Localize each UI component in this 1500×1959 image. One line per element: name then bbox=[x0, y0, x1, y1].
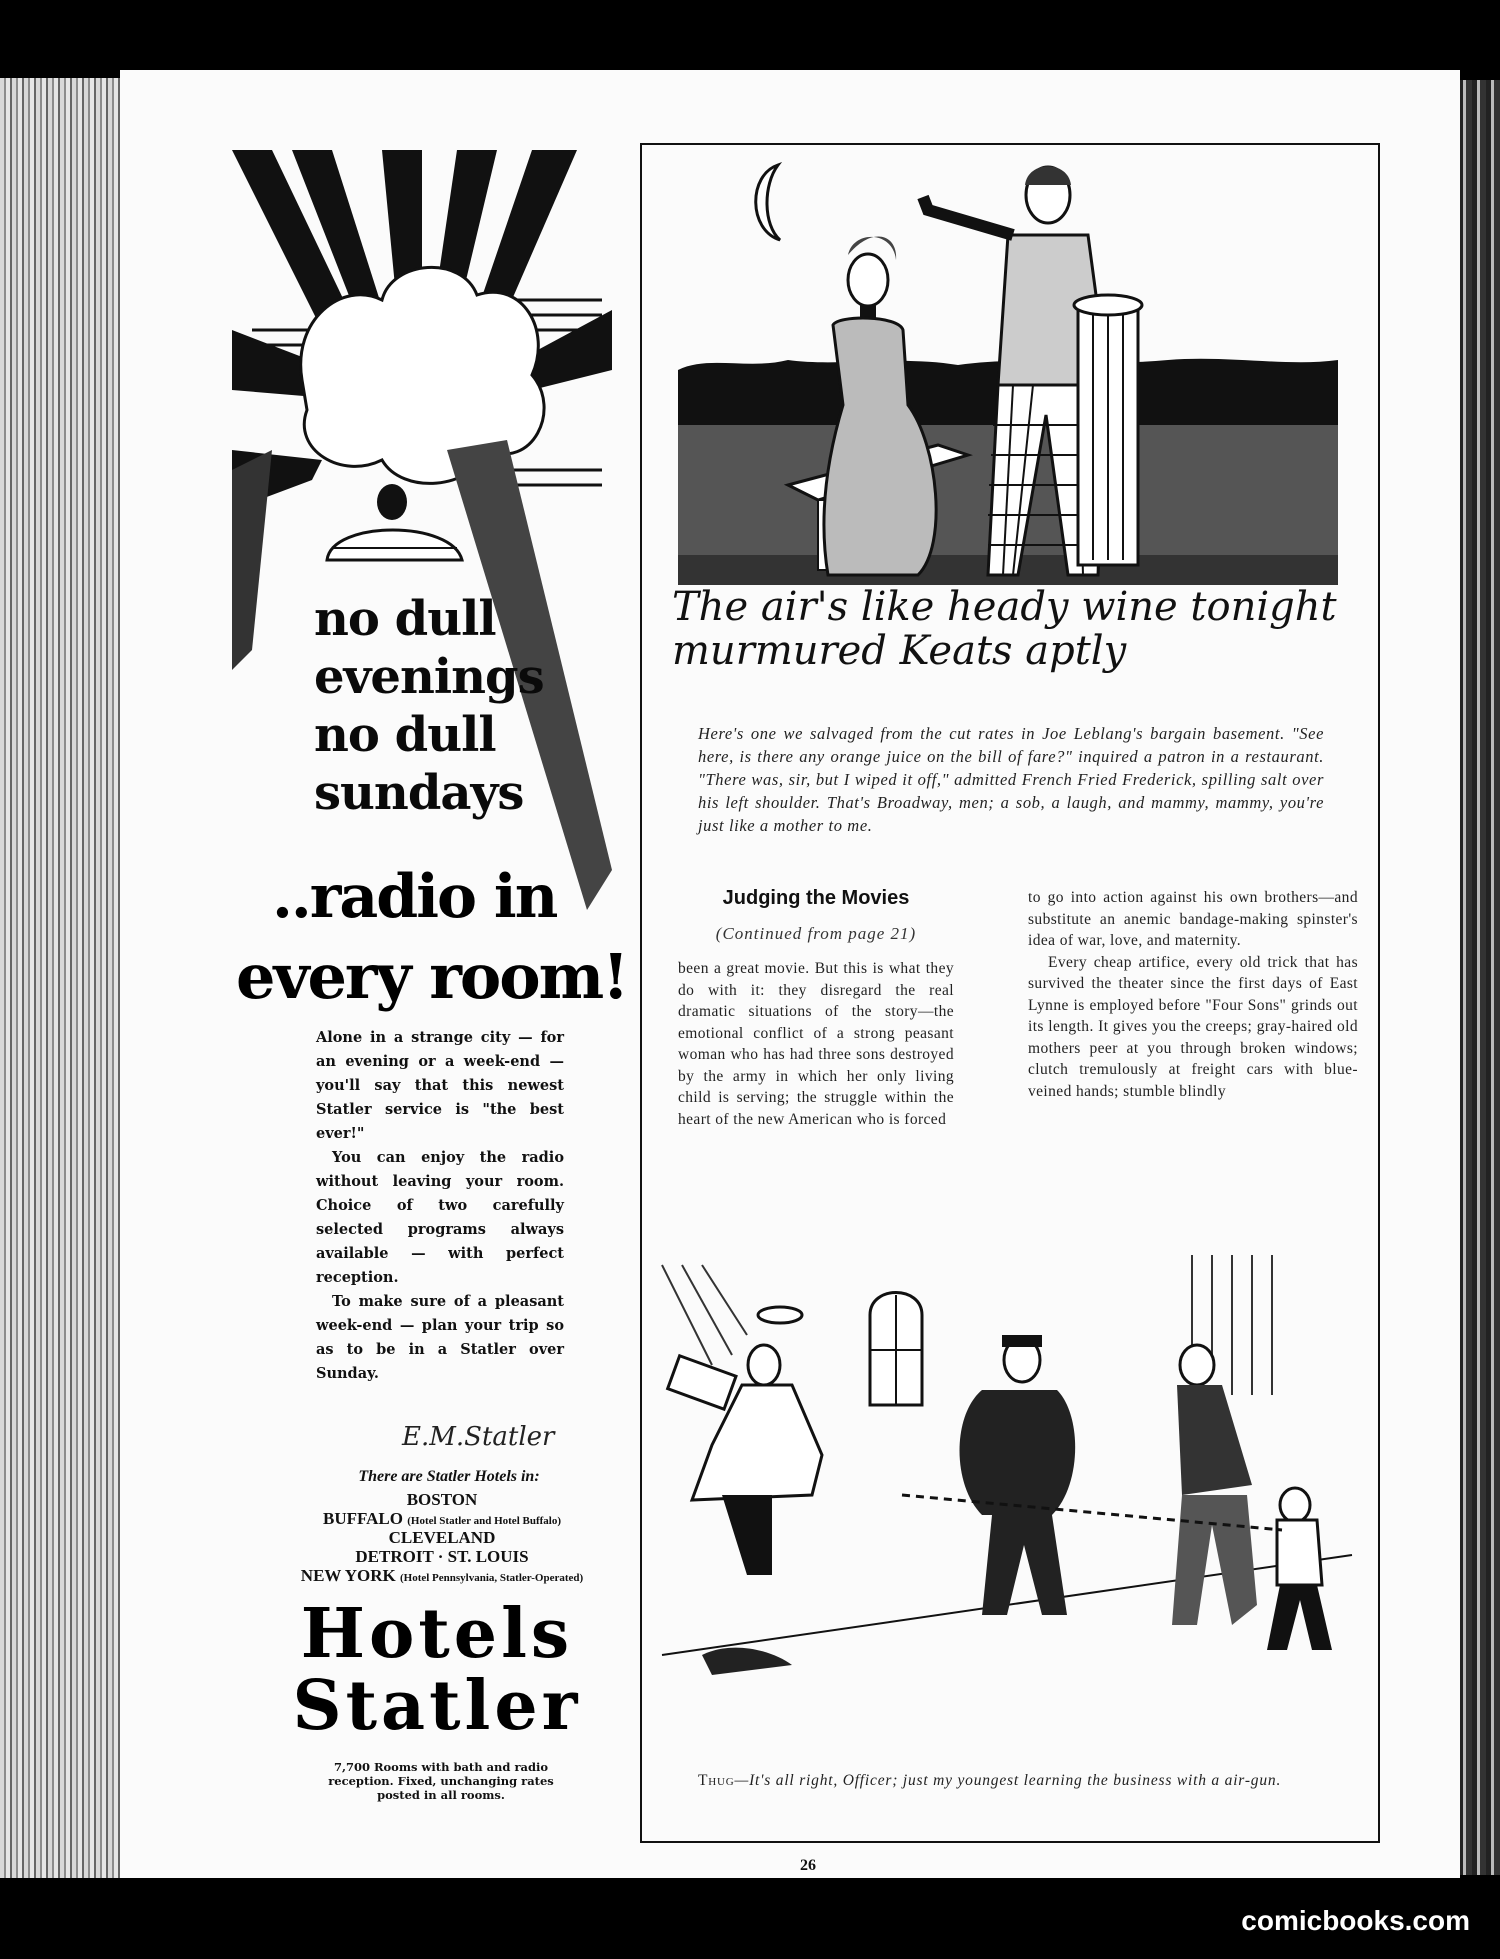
ad-headline bbox=[314, 590, 544, 822]
article-continued: (Continued from page 21) bbox=[715, 924, 917, 943]
brand-subtext: 7,700 Rooms with bath and radio reception. Fixed, unchanging rates posted in all rooms. bbox=[328, 1760, 554, 1802]
editorial-panel bbox=[640, 143, 1380, 1843]
article-column-2 bbox=[1028, 887, 1358, 1102]
cartoon-thug-illustration bbox=[652, 1255, 1368, 1835]
cities-intro: There are Statler Hotels in: bbox=[358, 1468, 540, 1485]
radio-line-1: ..radio in bbox=[272, 862, 557, 932]
caption-speaker: Thug bbox=[698, 1772, 735, 1789]
ad-paragraph: Alone in a strange city — for an evening or a week-end — you'll say that this newest Statler service is "the best ever!" bbox=[316, 1029, 564, 1142]
headline-line: no dull bbox=[314, 707, 496, 763]
brand-name bbox=[272, 1594, 602, 1746]
city-boston: BOSTON bbox=[406, 1490, 478, 1509]
article-text: Every cheap artifice, every old trick that has survived the theater since the first days of East Lynne is employed before "Four Sons" grinds out its length. It gives you the creeps; gray-haired old mothers peer at you through broken windows; clutch tremulously at freight cars with blue-veined hands; stumble blindly bbox=[1028, 953, 1358, 1100]
cartoon-caption bbox=[698, 1770, 1338, 1791]
article-text: to go into action against his own brothers—and substitute an anemic bandage-making spinster's idea of war, love, and maternity. bbox=[1028, 889, 1358, 949]
city-note: (Hotel Statler and Hotel Buffalo) bbox=[407, 1515, 561, 1527]
article-column-1 bbox=[678, 887, 954, 1130]
book-page-edges bbox=[0, 78, 128, 1878]
book-right-edge bbox=[1458, 80, 1500, 1875]
city-note: (Hotel Pennsylvania, Statler-Operated) bbox=[399, 1572, 584, 1584]
headline-line: sundays bbox=[314, 765, 524, 821]
city-list bbox=[292, 1490, 592, 1585]
radio-line-2: every room! bbox=[236, 940, 628, 1013]
caption-text: —It's all right, Officer; just my youngest learning the business with a air-gun. bbox=[734, 1772, 1282, 1789]
statler-hotels-ad bbox=[232, 150, 628, 1850]
cartoon-script-caption: The air's like heady wine tonight murmured Keats aptly bbox=[672, 584, 1337, 674]
ad-paragraph: You can enjoy the radio without leaving your room. Choice of two carefully selected programs always available — with perfect reception. bbox=[316, 1149, 564, 1286]
city-name: BUFFALO bbox=[323, 1509, 403, 1528]
city-name: NEW YORK bbox=[300, 1566, 396, 1585]
ad-paragraph: To make sure of a pleasant week-end — plan your trip so as to be in a Statler over Sunday. bbox=[316, 1293, 564, 1382]
site-watermark: comicbooks.com bbox=[1241, 1905, 1470, 1936]
city-detroit-stlouis: DETROIT · ST. LOUIS bbox=[355, 1547, 529, 1566]
page-number: 26 bbox=[800, 1857, 816, 1874]
article-title: Judging the Movies bbox=[722, 887, 910, 909]
brand-line: Hotels bbox=[300, 1594, 574, 1674]
signature: E.M.Statler bbox=[402, 1422, 555, 1452]
ad-body-text bbox=[316, 1026, 564, 1386]
city-cleveland: CLEVELAND bbox=[388, 1528, 496, 1547]
headline-line: no dull bbox=[314, 591, 496, 647]
city-buffalo bbox=[292, 1509, 592, 1528]
city-newyork bbox=[292, 1566, 592, 1585]
article-text: been a great movie. But this is what they do with it: they disregard the real dramatic situations of the story—the emotional conflict of a strong peasant woman who has had three sons destroyed by the army in which her only living child is serving; the struggle within the heart of the new American who is forced bbox=[678, 960, 954, 1128]
headline-line: evenings bbox=[314, 649, 544, 705]
brand-line: Statler bbox=[292, 1666, 582, 1746]
intro-paragraph: Here's one we salvaged from the cut rates in Joe Leblang's bargain basement. "See here, is there any orange juice on the bill of fare?" inquired a patron in a restaurant. "There was, sir, but I wiped it off," admitted French Fried Frederick, spilling salt over his left shoulder. That's Broadway, men; a sob, a laugh, and mammy, mammy, you're just like a mother to me. bbox=[698, 724, 1324, 835]
